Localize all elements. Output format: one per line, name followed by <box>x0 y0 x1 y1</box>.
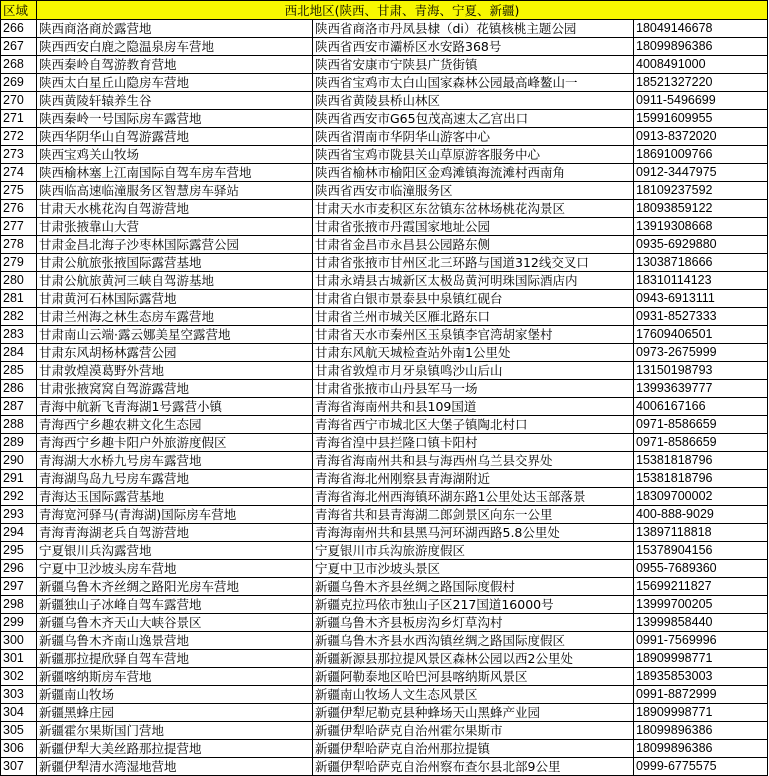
campsite-name: 甘肃公航旅张掖国际露营基地 <box>37 254 313 272</box>
row-number: 300 <box>1 632 37 650</box>
campsite-name: 甘肃张掖窝窝自驾游露营地 <box>37 380 313 398</box>
campsite-address: 甘肃省兰州市城关区雁北路东口 <box>313 308 634 326</box>
table-row <box>1 578 768 596</box>
campsite-address: 陕西省榆林市榆阳区金鸡滩镇海流滩村西南角 <box>313 164 634 182</box>
campsite-address: 陕西省西安市G65包茂高速太乙宫出口 <box>313 110 634 128</box>
campsite-address: 陕西省安康市宁陕县广货街镇 <box>313 56 634 74</box>
campsite-name: 甘肃张掖靠山大营 <box>37 218 313 236</box>
campsite-name: 青海青海湖老兵自驾游营地 <box>37 524 313 542</box>
campsite-name: 新疆乌鲁木齐丝绸之路阳光房车营地 <box>37 578 313 596</box>
row-number: 281 <box>1 290 37 308</box>
row-number: 293 <box>1 506 37 524</box>
campsite-address: 甘肃省金昌市永昌县公园路东侧 <box>313 236 634 254</box>
campsite-address: 陕西省商洛市丹凤县棣（di）花镇核桃主题公园 <box>313 20 634 38</box>
campsite-address: 新疆乌鲁木齐县丝绸之路国际度假村 <box>313 578 634 596</box>
campsite-address: 新疆阿勒泰地区哈巴河县喀纳斯风景区 <box>313 668 634 686</box>
campsite-address: 甘肃省天水市秦州区玉泉镇李官湾胡家堡村 <box>313 326 634 344</box>
campsite-phone: 18049146678 <box>634 20 768 38</box>
campsite-address: 青海省海北州西海镇环湖东路1公里处达玉部落景 <box>313 488 634 506</box>
row-number: 275 <box>1 182 37 200</box>
row-number: 284 <box>1 344 37 362</box>
table-row <box>1 704 768 722</box>
row-number: 276 <box>1 200 37 218</box>
campsite-phone: 0999-6775575 <box>634 758 768 776</box>
row-number: 287 <box>1 398 37 416</box>
campsite-phone: 13993639777 <box>634 380 768 398</box>
table-row <box>1 380 768 398</box>
campsite-address: 宁夏银川市兵沟旅游度假区 <box>313 542 634 560</box>
campsite-address: 陕西省宝鸡市太白山国家森林公园最高峰鳌山一 <box>313 74 634 92</box>
campsite-name: 甘肃兰州海之林生态房车露营地 <box>37 308 313 326</box>
campsite-name: 新疆独山子冰峰自驾车露营地 <box>37 596 313 614</box>
row-number: 298 <box>1 596 37 614</box>
campsite-name: 新疆喀纳斯房车营地 <box>37 668 313 686</box>
campsite-phone: 13150198793 <box>634 362 768 380</box>
campsite-name: 新疆南山牧场 <box>37 686 313 704</box>
campsite-name: 陕西秦岭自驾游教育营地 <box>37 56 313 74</box>
table-row <box>1 254 768 272</box>
campsite-phone: 13999858440 <box>634 614 768 632</box>
table-row <box>1 398 768 416</box>
table-row <box>1 488 768 506</box>
campsite-name: 陕西秦岭一号国际房车露营地 <box>37 110 313 128</box>
campsite-phone: 13919308668 <box>634 218 768 236</box>
campsite-phone: 15381818796 <box>634 470 768 488</box>
campsite-name: 陕西商洛商於露营地 <box>37 20 313 38</box>
campsite-address: 青海省西宁市城北区大堡子镇陶北村口 <box>313 416 634 434</box>
campsite-name: 陕西宝鸡关山牧场 <box>37 146 313 164</box>
campsite-name: 青海中航新飞青海湖1号露营小镇 <box>37 398 313 416</box>
campsite-name: 陕西华阴华山自驾游露营地 <box>37 128 313 146</box>
table-row <box>1 272 768 290</box>
campsite-phone: 18909998771 <box>634 704 768 722</box>
table-row <box>1 740 768 758</box>
campsite-address: 新疆伊犁哈萨克自治州霍尔果斯市 <box>313 722 634 740</box>
campsite-phone: 13897118818 <box>634 524 768 542</box>
table-row <box>1 596 768 614</box>
campsite-phone: 15381818796 <box>634 452 768 470</box>
campsite-phone: 0971-8586659 <box>634 434 768 452</box>
row-number: 277 <box>1 218 37 236</box>
campsite-phone: 4008491000 <box>634 56 768 74</box>
campsite-phone: 18099896386 <box>634 740 768 758</box>
table-row <box>1 470 768 488</box>
campsite-phone: 0912-3447975 <box>634 164 768 182</box>
campsite-name: 宁夏银川兵沟露营地 <box>37 542 313 560</box>
row-number: 285 <box>1 362 37 380</box>
campsite-phone: 0991-7569996 <box>634 632 768 650</box>
campsite-phone: 0911-5496699 <box>634 92 768 110</box>
row-number: 268 <box>1 56 37 74</box>
campsite-name: 甘肃天水桃花沟自驾游营地 <box>37 200 313 218</box>
campsite-phone: 15991609955 <box>634 110 768 128</box>
campsite-phone: 15699211827 <box>634 578 768 596</box>
row-number: 271 <box>1 110 37 128</box>
campsite-phone: 0973-2675999 <box>634 344 768 362</box>
table-row <box>1 668 768 686</box>
table-row <box>1 542 768 560</box>
campsite-address: 陕西省西安市临潼服务区 <box>313 182 634 200</box>
row-number: 301 <box>1 650 37 668</box>
campsite-phone: 0931-8527333 <box>634 308 768 326</box>
table-row <box>1 344 768 362</box>
campsite-name: 陕西太白星丘山隐房车营地 <box>37 74 313 92</box>
table-row <box>1 416 768 434</box>
campsite-address: 青海省海南州共和县与海西州乌兰县交界处 <box>313 452 634 470</box>
table-row <box>1 20 768 38</box>
row-number: 289 <box>1 434 37 452</box>
row-number: 274 <box>1 164 37 182</box>
campsite-address: 甘肃天水市麦积区东岔镇东岔林场桃花沟景区 <box>313 200 634 218</box>
row-number: 291 <box>1 470 37 488</box>
campsite-address: 甘肃东风航天城检查站外南1公里处 <box>313 344 634 362</box>
table-row <box>1 686 768 704</box>
table-row <box>1 146 768 164</box>
campsite-phone: 18935853003 <box>634 668 768 686</box>
table-row <box>1 92 768 110</box>
campsite-name: 宁夏中卫沙坡头房车营地 <box>37 560 313 578</box>
campsite-address: 青海省海北州刚察县青海湖附近 <box>313 470 634 488</box>
campsite-name: 青海达玉国际露营基地 <box>37 488 313 506</box>
campsite-phone: 18909998771 <box>634 650 768 668</box>
table-row <box>1 290 768 308</box>
campsite-name: 甘肃南山云端·露云娜美星空露营地 <box>37 326 313 344</box>
campsite-name: 新疆那拉提欣驿自驾车营地 <box>37 650 313 668</box>
campsite-address: 新疆伊犁尼勒克县种蜂场天山黑蜂产业园 <box>313 704 634 722</box>
row-number: 280 <box>1 272 37 290</box>
campsite-phone: 18521327220 <box>634 74 768 92</box>
table-row <box>1 110 768 128</box>
row-number: 307 <box>1 758 37 776</box>
campsite-phone: 4006167166 <box>634 398 768 416</box>
table-row <box>1 650 768 668</box>
campsite-name: 甘肃东风胡杨林露营公园 <box>37 344 313 362</box>
campsite-phone: 18310114123 <box>634 272 768 290</box>
campsite-phone: 13038718666 <box>634 254 768 272</box>
row-number: 283 <box>1 326 37 344</box>
row-number: 302 <box>1 668 37 686</box>
row-number: 296 <box>1 560 37 578</box>
table-title: 西北地区(陕西、甘肃、青海、宁夏、新疆) <box>37 1 768 20</box>
row-number: 267 <box>1 38 37 56</box>
table-row <box>1 524 768 542</box>
row-number: 306 <box>1 740 37 758</box>
table-row <box>1 758 768 776</box>
campsite-name: 陕西临高速临潼服务区智慧房车驿站 <box>37 182 313 200</box>
region-header: 区域 <box>1 1 37 20</box>
campsite-address: 新疆伊犁哈萨克自治州察布查尔县北部9公里 <box>313 758 634 776</box>
row-number: 278 <box>1 236 37 254</box>
campsite-address: 新疆新源县那拉提风景区森林公园以西2公里处 <box>313 650 634 668</box>
row-number: 282 <box>1 308 37 326</box>
campsite-name: 新疆霍尔果斯国门营地 <box>37 722 313 740</box>
campsite-name: 新疆乌鲁木齐南山逸景营地 <box>37 632 313 650</box>
campsite-address: 宁夏中卫市沙坡头景区 <box>313 560 634 578</box>
campsite-address: 陕西省西安市灞桥区水安路368号 <box>313 38 634 56</box>
campsite-name: 新疆伊犁清水湾湿地营地 <box>37 758 313 776</box>
table-row <box>1 74 768 92</box>
campsite-address: 青海省共和县青海湖二郎剑景区向东一公里 <box>313 506 634 524</box>
campsite-name: 陕西黄陵轩辕养生谷 <box>37 92 313 110</box>
table-row <box>1 200 768 218</box>
table-row <box>1 326 768 344</box>
campsite-phone: 18109237592 <box>634 182 768 200</box>
row-number: 290 <box>1 452 37 470</box>
campsite-phone: 18309700002 <box>634 488 768 506</box>
campsite-address: 新疆乌鲁木齐县板房沟乡灯草沟村 <box>313 614 634 632</box>
campsite-name: 青海湖大水桥九号房车露营地 <box>37 452 313 470</box>
campsite-phone: 0943-6913111 <box>634 290 768 308</box>
table-row <box>1 722 768 740</box>
row-number: 273 <box>1 146 37 164</box>
row-number: 266 <box>1 20 37 38</box>
table-row <box>1 362 768 380</box>
row-number: 279 <box>1 254 37 272</box>
campsite-phone: 18093859122 <box>634 200 768 218</box>
row-number: 294 <box>1 524 37 542</box>
campsite-address: 甘肃永靖县古城新区太极岛黄河明珠国际酒店内 <box>313 272 634 290</box>
campsite-address: 甘肃省张掖市山丹县军马一场 <box>313 380 634 398</box>
campsite-phone: 0991-8872999 <box>634 686 768 704</box>
table-row <box>1 38 768 56</box>
table-row <box>1 218 768 236</box>
campsite-address: 新疆乌鲁木齐县水西沟镇丝绸之路国际度假区 <box>313 632 634 650</box>
row-number: 272 <box>1 128 37 146</box>
campsite-name: 青海西宁乡趣卡阳户外旅游度假区 <box>37 434 313 452</box>
row-number: 270 <box>1 92 37 110</box>
header-row <box>1 1 768 20</box>
campsite-address: 新疆南山牧场人文生态风景区 <box>313 686 634 704</box>
table-row <box>1 632 768 650</box>
campsite-phone: 0971-8586659 <box>634 416 768 434</box>
row-number: 286 <box>1 380 37 398</box>
table-row <box>1 164 768 182</box>
campsite-name: 甘肃公航旅黄河三峡自驾游基地 <box>37 272 313 290</box>
campsite-phone: 400-888-9029 <box>634 506 768 524</box>
campsite-name: 新疆伊犁大美丝路那拉提营地 <box>37 740 313 758</box>
campsite-name: 陕西西安白鹿之隐温泉房车营地 <box>37 38 313 56</box>
campsite-address: 甘肃省敦煌市月牙泉镇鸣沙山后山 <box>313 362 634 380</box>
row-number: 305 <box>1 722 37 740</box>
row-number: 295 <box>1 542 37 560</box>
table-row <box>1 452 768 470</box>
campsite-address: 青海省湟中县拦隆口镇卡阳村 <box>313 434 634 452</box>
campsite-address: 甘肃省张掖市丹霞国家地址公园 <box>313 218 634 236</box>
row-number: 297 <box>1 578 37 596</box>
table-row <box>1 128 768 146</box>
campsite-address: 新疆克拉玛依市独山子区217国道16000号 <box>313 596 634 614</box>
campsite-address: 甘肃省白银市景泰县中泉镇红砚台 <box>313 290 634 308</box>
campsite-phone: 0935-6929880 <box>634 236 768 254</box>
campsite-address: 陕西省宝鸡市陇县关山草原游客服务中心 <box>313 146 634 164</box>
campsite-name: 青海宽河驿马(青海湖)国际房车营地 <box>37 506 313 524</box>
campsite-phone: 18691009766 <box>634 146 768 164</box>
row-number: 303 <box>1 686 37 704</box>
campsite-phone: 18099896386 <box>634 38 768 56</box>
campsite-phone: 18099896386 <box>634 722 768 740</box>
campsite-phone: 13999700205 <box>634 596 768 614</box>
campsite-name: 甘肃敦煌漠葛野外营地 <box>37 362 313 380</box>
row-number: 288 <box>1 416 37 434</box>
table-row <box>1 236 768 254</box>
table-row <box>1 614 768 632</box>
campsite-name: 新疆乌鲁木齐天山大峡谷景区 <box>37 614 313 632</box>
table-row <box>1 56 768 74</box>
campsite-name: 青海湖鸟岛九号房车露营地 <box>37 470 313 488</box>
campsite-name: 甘肃金昌北海子沙枣林国际露营公园 <box>37 236 313 254</box>
campsite-phone: 15378904156 <box>634 542 768 560</box>
campsite-address: 新疆伊犁哈萨克自治州那拉提镇 <box>313 740 634 758</box>
table-row <box>1 506 768 524</box>
campsite-address: 陕西省渭南市华阴华山游客中心 <box>313 128 634 146</box>
campsite-name: 青海西宁乡趣农耕文化生态园 <box>37 416 313 434</box>
table-row <box>1 560 768 578</box>
campsite-name: 陕西榆林塞上江南国际自驾车房车营地 <box>37 164 313 182</box>
table-row <box>1 182 768 200</box>
row-number: 292 <box>1 488 37 506</box>
campsite-address: 青海海南州共和县黑马河环湖西路5.8公里处 <box>313 524 634 542</box>
campsite-address: 青海省海南州共和县109国道 <box>313 398 634 416</box>
campsite-name: 甘肃黄河石林国际露营地 <box>37 290 313 308</box>
row-number: 304 <box>1 704 37 722</box>
row-number: 269 <box>1 74 37 92</box>
campsite-phone: 0955-7689360 <box>634 560 768 578</box>
campsite-name: 新疆黑蜂庄园 <box>37 704 313 722</box>
campsite-phone: 0913-8372020 <box>634 128 768 146</box>
table-row <box>1 308 768 326</box>
campsite-phone: 17609406501 <box>634 326 768 344</box>
table-row <box>1 434 768 452</box>
campsite-address: 陕西省黄陵县桥山林区 <box>313 92 634 110</box>
row-number: 299 <box>1 614 37 632</box>
campsite-address: 甘肃省张掖市甘州区北三环路与国道312线交叉口 <box>313 254 634 272</box>
